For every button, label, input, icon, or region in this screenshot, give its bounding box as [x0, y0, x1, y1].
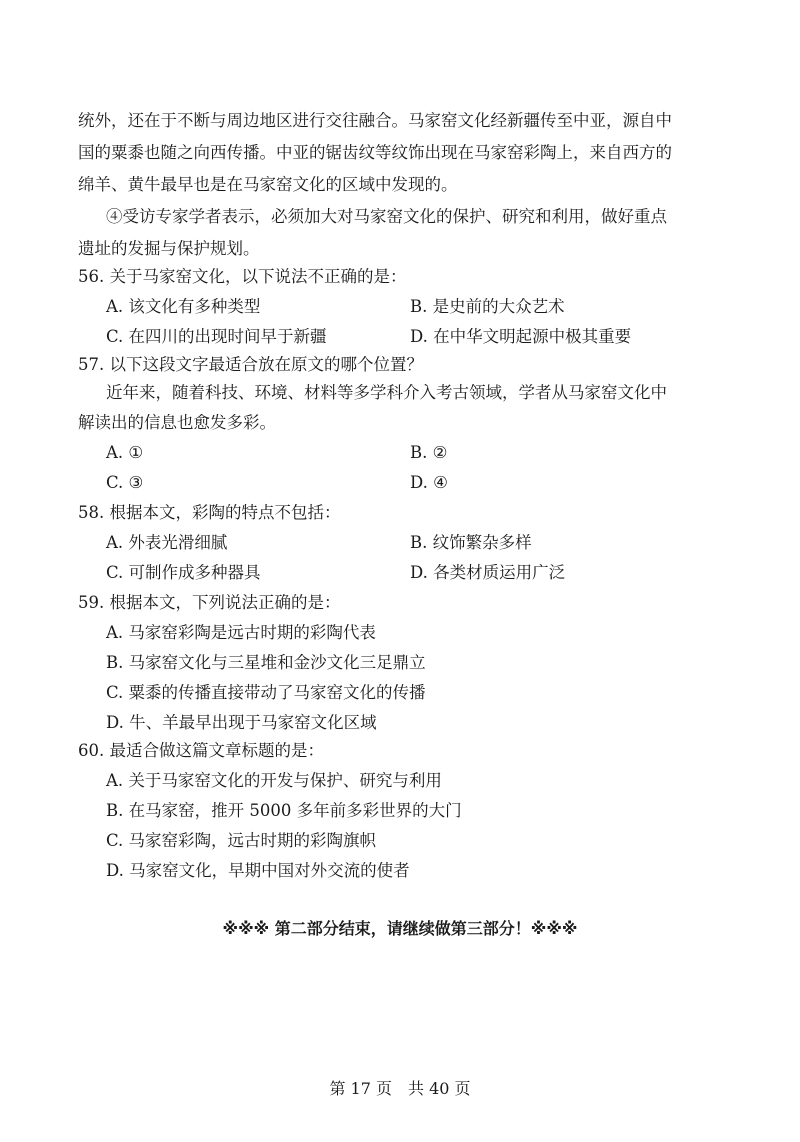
q57-quote-line: 解读出的信息也愈发多彩。: [78, 413, 276, 432]
q58-option-b: B. 纹饰繁杂多样: [410, 533, 532, 552]
q60-option-c: C. 马家窑彩陶，远古时期的彩陶旗帜: [106, 831, 377, 850]
q56-option-c: C. 在四川的出现时间早于新疆: [106, 327, 327, 346]
q59-option-b: B. 马家窑文化与三星堆和金沙文化三足鼎立: [106, 653, 426, 672]
question-number: 56.: [78, 267, 105, 286]
q59-option-d: D. 牛、羊最早出现于马家窑文化区域: [106, 713, 377, 732]
q58-option-c: C. 可制作成多种器具: [106, 563, 261, 582]
question-number: 60.: [78, 741, 105, 760]
question-number: 57.: [78, 355, 105, 374]
q56-option-b: B. 是史前的大众艺术: [410, 297, 565, 316]
question-stem: 根据本文，彩陶的特点不包括：: [109, 503, 341, 522]
passage-line: 绵羊、黄牛最早也是在马家窑文化的区域中发现的。: [78, 175, 458, 194]
question-stem: 关于马家窑文化，以下说法不正确的是：: [109, 267, 407, 286]
q57-option-b: B. ②: [410, 443, 448, 462]
q60-option-d: D. 马家窑文化，早期中国对外交流的使者: [106, 861, 410, 880]
question-number: 58.: [78, 503, 105, 522]
passage-line: 统外，还在于不断与周边地区进行交往融合。马家窑文化经新疆传至中亚，源自中: [78, 111, 672, 130]
section-end-notice: ※※※ 第二部分结束，请继续做第三部分！※※※: [222, 919, 578, 938]
passage-line: 国的粟黍也随之向西传播。中亚的锯齿纹等纹饰出现在马家窑彩陶上，来自西方的: [78, 143, 672, 162]
q58-option-a: A. 外表光滑细腻: [106, 533, 228, 552]
q57-option-c: C. ③: [106, 473, 144, 492]
q57-option-a: A. ①: [106, 443, 144, 462]
q59-option-c: C. 粟黍的传播直接带动了马家窑文化的传播: [106, 683, 426, 702]
q56-option-a: A. 该文化有多种类型: [106, 297, 261, 316]
question-56: [78, 266, 407, 288]
question-stem: 以下这段文字最适合放在原文的哪个位置？: [109, 355, 423, 374]
question-57: [78, 354, 423, 376]
passage-line: 遗址的发掘与保护规划。: [78, 239, 260, 258]
q60-option-b: B. 在马家窑，推开 5000 多年前多彩世界的大门: [106, 801, 462, 820]
q57-option-d: D. ④: [410, 473, 448, 492]
question-stem: 根据本文，下列说法正确的是：: [109, 593, 341, 612]
q56-option-d: D. 在中华文明起源中极其重要: [410, 327, 632, 346]
question-58: [78, 502, 341, 524]
question-59: [78, 592, 341, 614]
q60-option-a: A. 关于马家窑文化的开发与保护、研究与利用: [106, 771, 442, 790]
q58-option-d: D. 各类材质运用广泛: [410, 563, 566, 582]
page-number: 第 17 页 共 40 页: [329, 1079, 471, 1098]
question-stem: 最适合做这篇文章标题的是：: [109, 741, 324, 760]
passage-paragraph-4: ④受访专家学者表示，必须加大对马家窑文化的保护、研究和利用，做好重点: [106, 207, 667, 226]
question-60: [78, 740, 324, 762]
q59-option-a: A. 马家窑彩陶是远古时期的彩陶代表: [106, 623, 376, 642]
q57-quote-line: 近年来，随着科技、环境、材料等多学科介入考古领域，学者从马家窑文化中: [106, 383, 667, 402]
question-number: 59.: [78, 593, 105, 612]
